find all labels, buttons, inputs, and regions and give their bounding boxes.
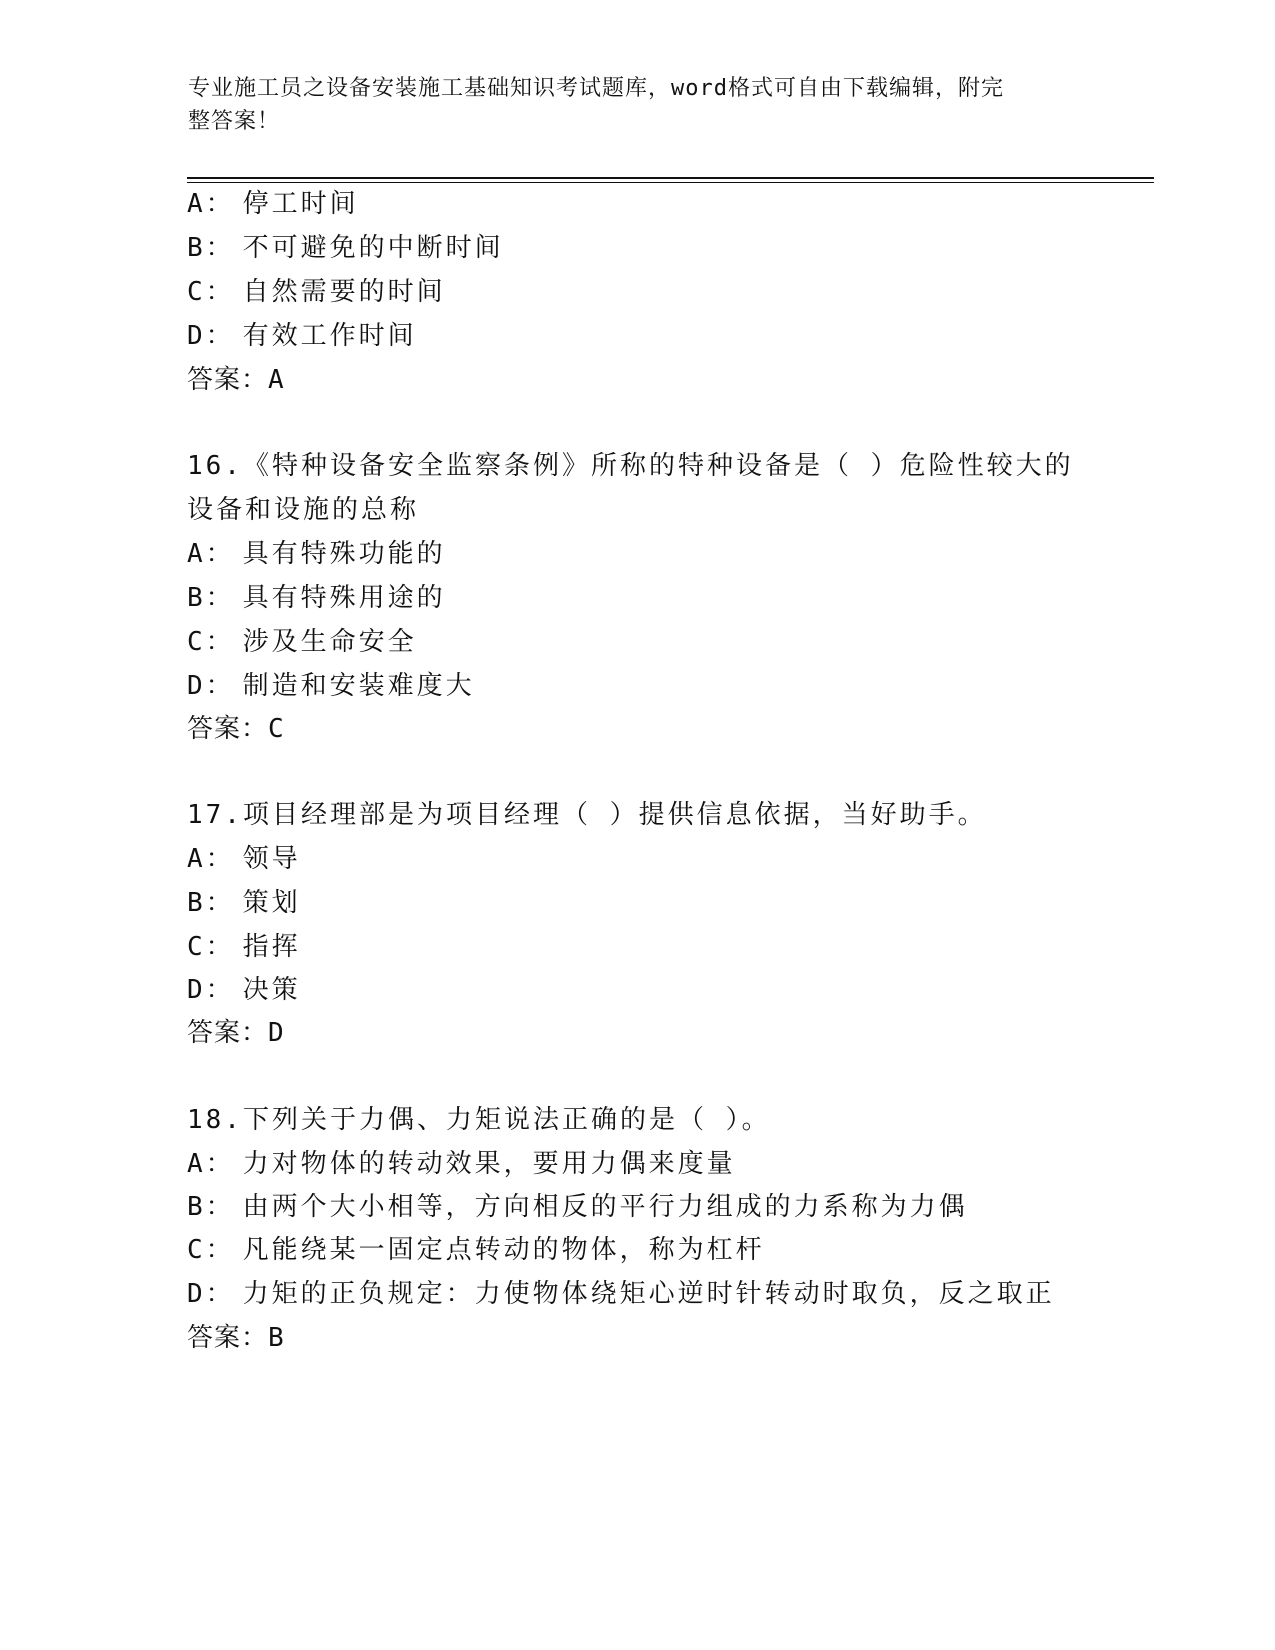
option-text: 凡能绕某一固定点转动的物体，称为杠杆 xyxy=(242,1235,765,1265)
option-key: C： xyxy=(187,932,235,962)
option-text: 有效工作时间 xyxy=(242,321,417,351)
q16-option-b xyxy=(187,582,446,614)
option-key: B： xyxy=(187,233,235,263)
answer-value: B xyxy=(268,1323,285,1353)
option-key: C： xyxy=(187,1235,235,1265)
header-divider-thin xyxy=(187,182,1154,183)
option-key: A： xyxy=(187,189,235,219)
answer-label: 答案： xyxy=(187,1018,269,1048)
option-text: 策划 xyxy=(242,888,301,918)
q16-option-a xyxy=(187,538,446,570)
q16-option-c xyxy=(187,626,417,658)
option-key: C： xyxy=(187,277,235,307)
option-text: 停工时间 xyxy=(242,189,359,219)
option-text: 由两个大小相等，方向相反的平行力组成的力系称为力偶 xyxy=(242,1192,968,1222)
option-text: 具有特殊功能的 xyxy=(242,539,446,569)
q18-option-d xyxy=(187,1278,1055,1310)
answer-value: D xyxy=(268,1018,285,1048)
option-text: 具有特殊用途的 xyxy=(242,583,446,613)
answer-label: 答案： xyxy=(187,365,269,395)
option-key: B： xyxy=(187,888,235,918)
q16-option-d xyxy=(187,670,475,702)
option-key: D： xyxy=(187,671,235,701)
document-header xyxy=(188,72,1068,138)
q16-stem-line-2: 设备和设施的总称 xyxy=(187,495,420,525)
option-text: 领导 xyxy=(242,844,301,874)
option-text: 制造和安装难度大 xyxy=(242,671,475,701)
answer-value: A xyxy=(268,365,285,395)
option-key: B： xyxy=(187,583,235,613)
q15-answer xyxy=(187,364,285,396)
q17-option-a xyxy=(187,843,301,875)
answer-label: 答案： xyxy=(187,1323,269,1353)
q15-option-c xyxy=(187,276,446,308)
option-text: 涉及生命安全 xyxy=(242,627,417,657)
q18-stem-line-1: 18.下列关于力偶、力矩说法正确的是（ ）。 xyxy=(187,1105,771,1135)
q17-option-b xyxy=(187,887,301,919)
option-key: D： xyxy=(187,321,235,351)
q18-option-c xyxy=(187,1234,765,1266)
q17-answer xyxy=(187,1017,285,1049)
q18-option-b xyxy=(187,1191,968,1223)
option-key: A： xyxy=(187,1149,235,1179)
q16-stem-line-1: 16.《特种设备安全监察条例》所称的特种设备是（ ）危险性较大的 xyxy=(187,451,1074,481)
option-text: 自然需要的时间 xyxy=(242,277,446,307)
q17-option-c xyxy=(187,931,301,963)
option-key: A： xyxy=(187,539,235,569)
option-key: D： xyxy=(187,1279,235,1309)
header-divider-thick xyxy=(187,177,1154,179)
option-text: 决策 xyxy=(242,975,301,1005)
q17-option-d xyxy=(187,974,301,1006)
header-line-2: 整答案！ xyxy=(188,109,281,134)
option-text: 力矩的正负规定：力使物体绕矩心逆时针转动时取负，反之取正 xyxy=(242,1279,1055,1309)
answer-label: 答案： xyxy=(187,714,269,744)
q16-answer xyxy=(187,713,285,745)
option-text: 力对物体的转动效果，要用力偶来度量 xyxy=(242,1149,736,1179)
answer-value: C xyxy=(268,714,285,744)
option-text: 指挥 xyxy=(242,932,301,962)
q15-option-a xyxy=(187,188,359,220)
q15-option-d xyxy=(187,320,417,352)
option-key: D： xyxy=(187,975,235,1005)
q18-answer xyxy=(187,1322,285,1354)
option-key: A： xyxy=(187,844,235,874)
option-text: 不可避免的中断时间 xyxy=(242,233,504,263)
option-key: C： xyxy=(187,627,235,657)
q15-option-b xyxy=(187,232,504,264)
header-line-1: 专业施工员之设备安装施工基础知识考试题库，word格式可自由下载编辑，附完 xyxy=(188,76,1004,101)
option-key: B： xyxy=(187,1192,235,1222)
q17-stem-line-1: 17.项目经理部是为项目经理（ ）提供信息依据，当好助手。 xyxy=(187,800,987,830)
q18-option-a xyxy=(187,1148,736,1180)
